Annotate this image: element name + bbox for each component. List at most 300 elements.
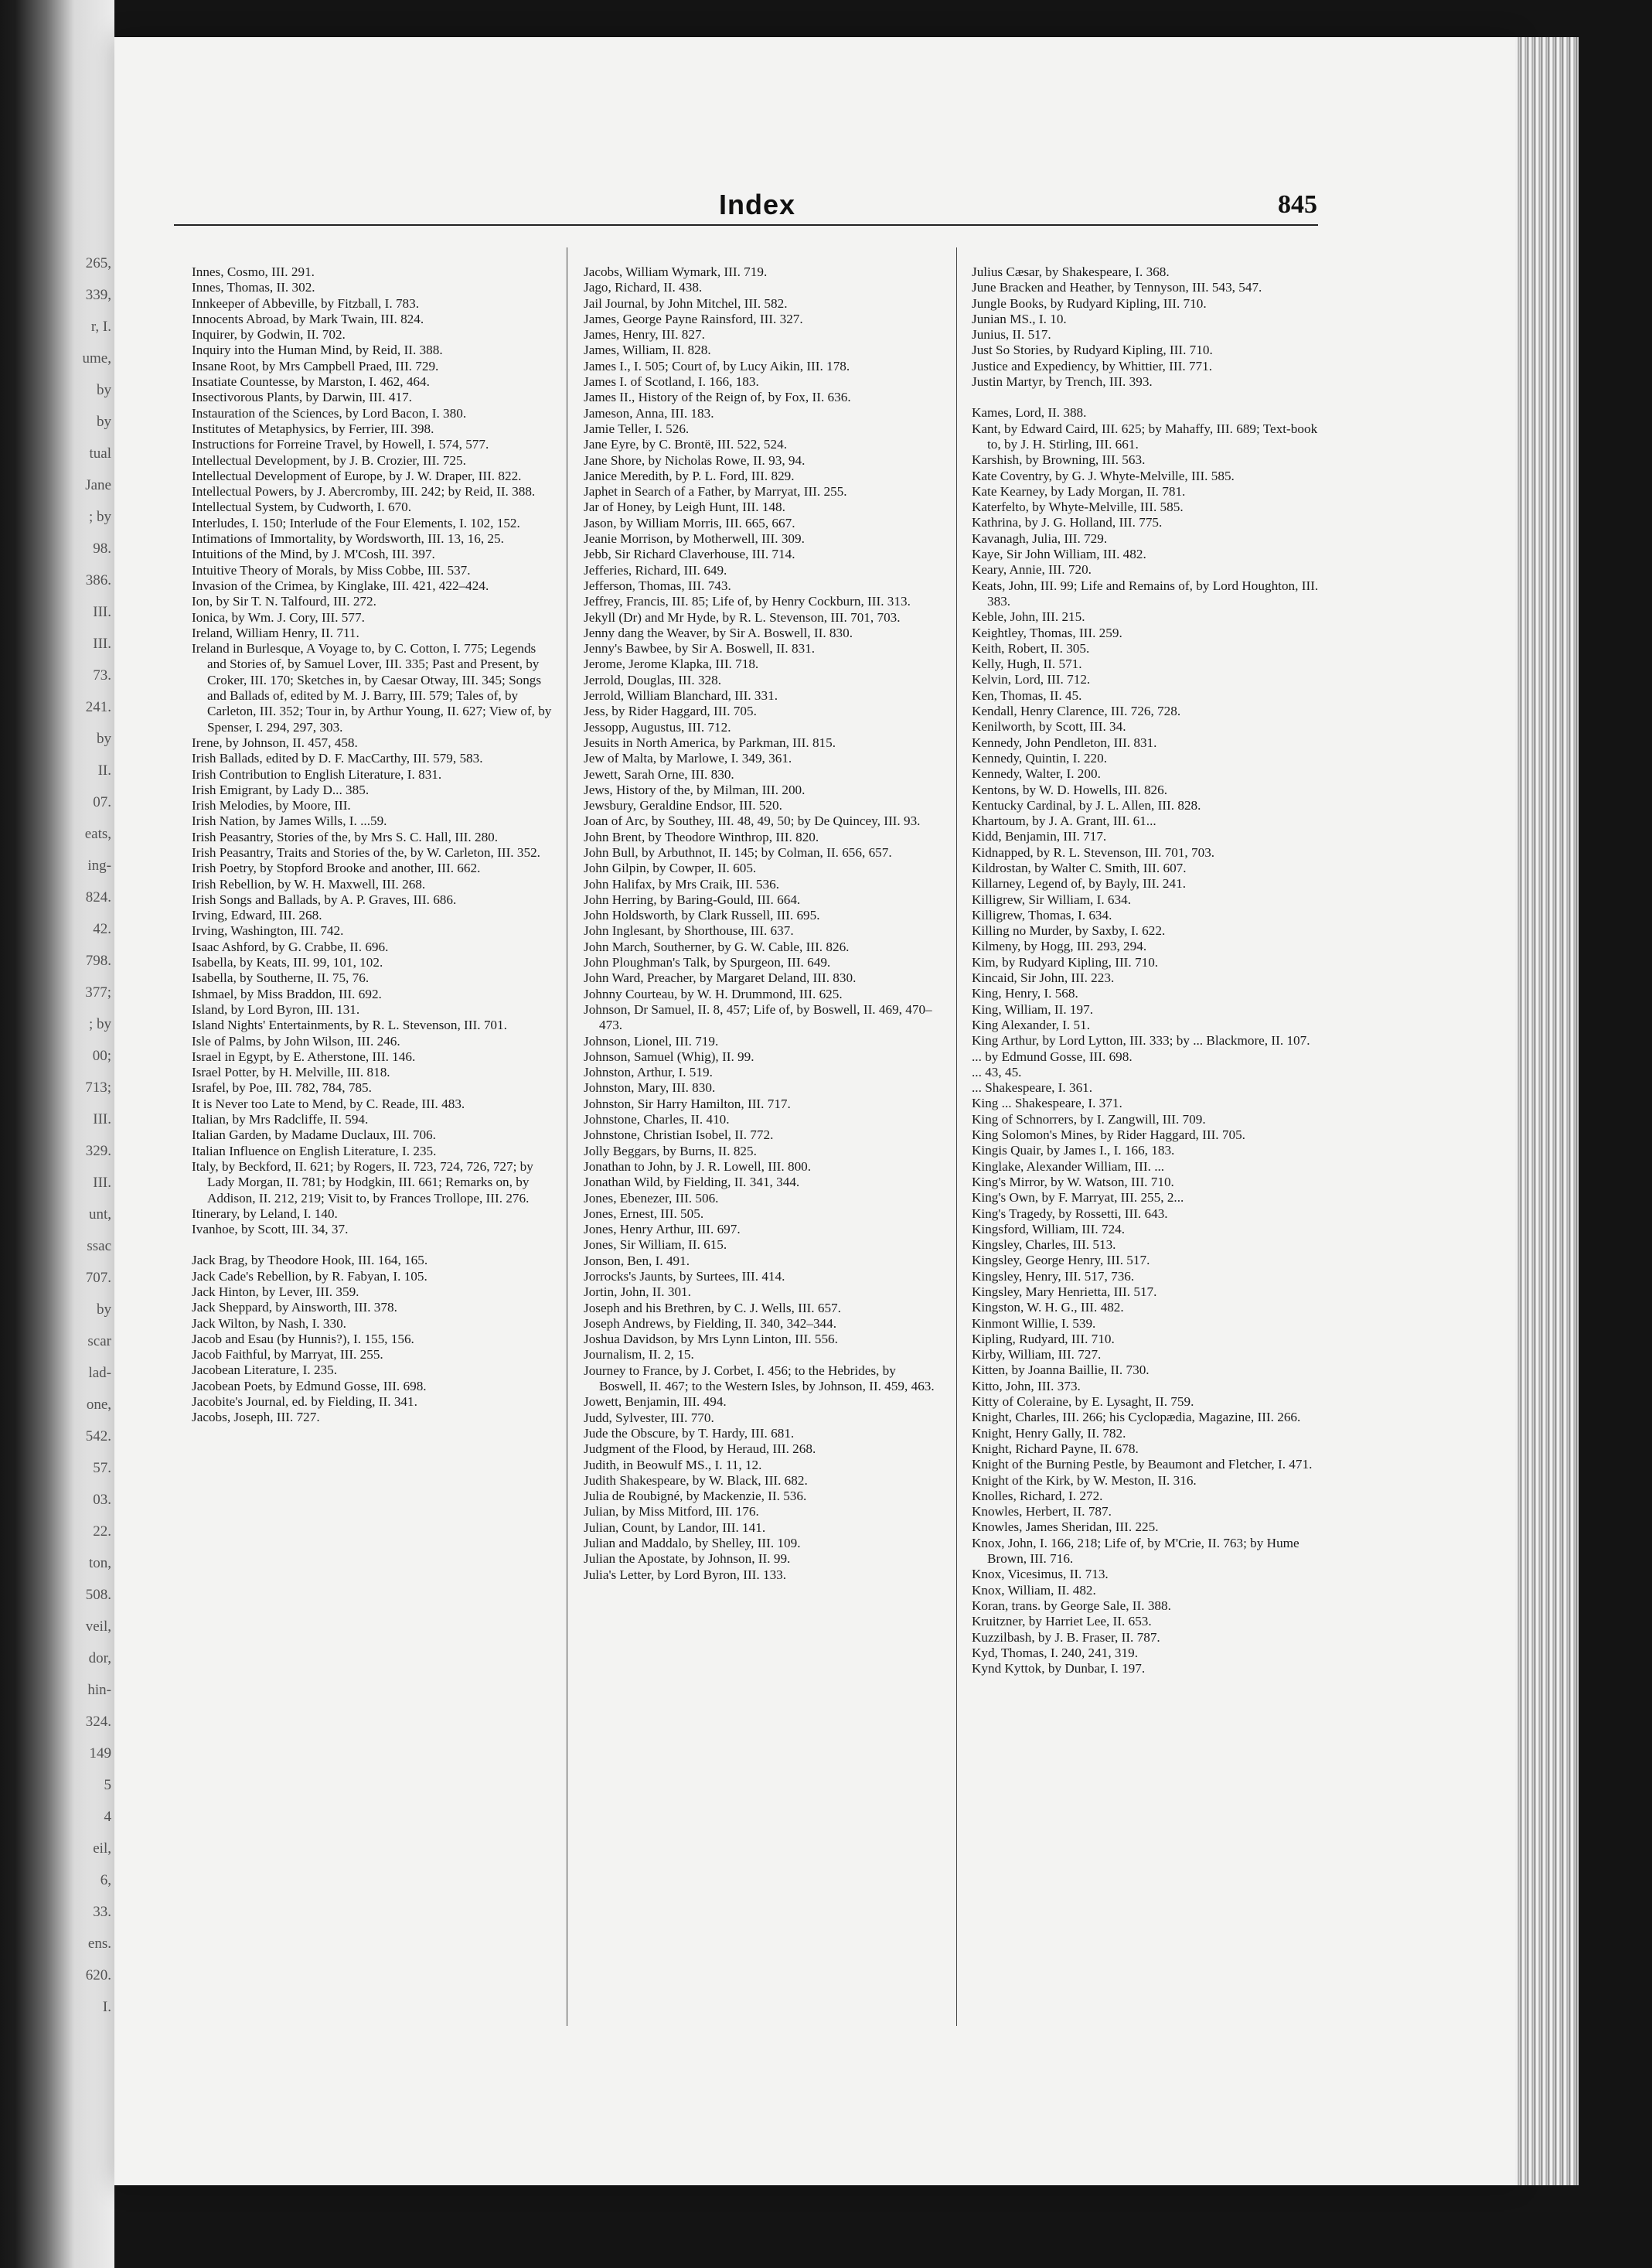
index-entry: Knox, John, I. 166, 218; Life of, by M'Crie, II. 763; by Hume Brown, III. 716. [972,1535,1299,1567]
index-entry: Irish Peasantry, Stories of the, by Mrs S. C. Hall, III. 280. [192,829,499,844]
facing-page-fragment: 377; [85,984,111,1001]
index-entry: Island, by Lord Byron, III. 131. [192,1001,360,1017]
index-entry: Jewett, Sarah Orne, III. 830. [584,766,734,782]
index-entry: Killigrew, Thomas, I. 634. [972,907,1112,923]
facing-page-fragment: 4 [104,1809,111,1825]
index-entry: Innkeeper of Abbeville, by Fitzball, I. 783. [192,295,420,311]
index-entry: Jungle Books, by Rudyard Kipling, III. 710. [972,295,1207,311]
index-entry: Intuitions of the Mind, by J. M'Cosh, III. 397. [192,547,435,562]
index-entry: Ireland in Burlesque, A Voyage to, by C. Cotton, I. 775; Legends and Stories of, by Samuel Lover, III. 335; Past and Present, by Croker, III. 170; Sketches in, by Caesar Otway, III. 345; Songs and Ballads of, edited by M. J. Barry, III. 579; Tales of, by Carleton, III. 352; Tour in, by Arthur Young, II. 627; View of, by Spenser, I. 294, 297, 303. [192,641,552,735]
index-entry: Kathrina, by J. G. Holland, III. 775. [972,515,1163,530]
index-entry: King Solomon's Mines, by Rider Haggard, III. 705. [972,1127,1245,1143]
index-entry: It is Never too Late to Mend, by C. Reade, III. 483. [192,1096,465,1111]
index-entry: Kuzzilbash, by J. B. Fraser, II. 787. [972,1629,1160,1645]
index-entry: James, George Payne Rainsford, III. 327. [584,311,803,326]
index-entry: Kitto, John, III. 373. [972,1378,1081,1393]
index-entry: Kingsley, George Henry, III. 517. [972,1253,1150,1268]
index-column-3 [972,264,1331,1676]
facing-page-fragment: 713; [85,1079,111,1096]
index-entry: Innes, Thomas, II. 302. [192,280,315,295]
index-entry: Jonson, Ben, I. 491. [584,1253,690,1268]
facing-page-fragment: I. [102,1999,111,2015]
index-entry: King's Own, by F. Marryat, III. 255, 2... [972,1190,1184,1206]
index-entry: James I., I. 505; Court of, by Lucy Aikin, III. 178. [584,358,850,373]
index-entry: Joseph Andrews, by Fielding, II. 340, 342–344. [584,1315,837,1331]
facing-page-fragment: ume, [82,350,111,367]
facing-page-fragment: 73. [93,667,111,684]
index-entry: Julian the Apostate, by Johnson, II. 99. [584,1551,791,1567]
index-entry: King's Mirror, by W. Watson, III. 710. [972,1174,1174,1189]
index-entry: Julian, by Miss Mitford, III. 176. [584,1504,759,1519]
index-entry: John Halifax, by Mrs Craik, III. 536. [584,876,779,892]
index-entry: Intellectual Development of Europe, by J. W. Draper, III. 822. [192,468,522,483]
index-entry: ... Shakespeare, I. 361. [972,1080,1093,1096]
facing-page-fragment: 329. [85,1143,111,1159]
column-divider [956,247,957,2026]
index-entry: Jameson, Anna, III. 183. [584,405,714,421]
index-entry: Jones, Ernest, III. 505. [584,1206,704,1221]
facing-page-fragment: ssac [87,1238,111,1254]
index-entry: Kenilworth, by Scott, III. 34. [972,719,1126,735]
index-entry: King ... Shakespeare, I. 371. [972,1096,1122,1111]
index-entry: Jack Brag, by Theodore Hook, III. 164, 165. [192,1253,428,1268]
facing-page-fragment: by [97,1301,111,1318]
index-entry: John March, Southerner, by G. W. Cable, III. 826. [584,939,850,954]
page-edges [1515,37,1579,2185]
index-entry: Kelly, Hugh, II. 571. [972,657,1082,672]
index-entry: Jude the Obscure, by T. Hardy, III. 681. [584,1425,795,1441]
index-entry: Kincaid, Sir John, III. 223. [972,970,1115,986]
facing-page-fragment: dor, [88,1650,111,1666]
index-entry: King, Henry, I. 568. [972,986,1078,1001]
index-entry: Irish Nation, by James Wills, I. ...59. [192,813,387,829]
index-entry: Jewsbury, Geraldine Endsor, III. 520. [584,798,782,813]
index-entry: Insectivorous Plants, by Darwin, III. 417. [192,390,412,405]
index-entry: Kames, Lord, II. 388. [972,405,1087,421]
index-entry: Jowett, Benjamin, III. 494. [584,1394,727,1410]
index-entry: Israel Potter, by H. Melville, III. 818. [192,1065,390,1080]
index-entry: Irish Melodies, by Moore, III. [192,798,351,813]
facing-page-fragment: unt, [88,1206,111,1223]
index-entry: Johnstone, Christian Isobel, II. 772. [584,1127,774,1143]
facing-page-fragment: 07. [93,794,111,810]
facing-page-fragment: 620. [85,1967,111,1983]
index-entry: Irving, Edward, III. 268. [192,908,322,923]
index-entry: Instauration of the Sciences, by Lord Bacon, I. 380. [192,405,467,421]
facing-page-fragment: 707. [85,1270,111,1286]
index-entry: Julian and Maddalo, by Shelley, III. 109. [584,1536,801,1551]
facing-page-fragment: 508. [85,1587,111,1603]
index-entry: Jacobite's Journal, ed. by Fielding, II. 341. [192,1394,417,1410]
facing-page-fragment: 57. [93,1460,111,1476]
index-entry: Innocents Abroad, by Mark Twain, III. 824. [192,311,424,326]
index-entry: Jack Hinton, by Lever, III. 359. [192,1284,359,1299]
index-entry: Jorrocks's Jaunts, by Surtees, III. 414. [584,1269,785,1284]
index-entry: Itinerary, by Leland, I. 140. [192,1206,338,1221]
index-entry: Jew of Malta, by Marlowe, I. 349, 361. [584,751,792,766]
running-head: Index [719,189,796,220]
index-entry: June Bracken and Heather, by Tennyson, III. 543, 547. [972,280,1262,295]
index-entry: Kidd, Benjamin, III. 717. [972,829,1107,844]
index-entry: Jessopp, Augustus, III. 712. [584,719,731,735]
index-entry: Johnston, Mary, III. 830. [584,1080,716,1096]
index-entry: Kingis Quair, by James I., I. 166, 183. [972,1143,1175,1158]
facing-page-fragment: III. [93,604,111,620]
facing-page-fragment: 265, [85,255,111,271]
index-entry: Julia's Letter, by Lord Byron, III. 133. [584,1567,787,1582]
index-entry: James II., History of the Reign of, by Fox, II. 636. [584,390,851,405]
facing-page-fragment: ens. [87,1935,111,1952]
facing-page-fragment: 386. [85,572,111,588]
index-entry: Keats, John, III. 99; Life and Remains of, by Lord Houghton, III. 383. [972,578,1319,609]
index-entry: Julius Cæsar, by Shakespeare, I. 368. [972,264,1170,279]
facing-page-fragment: 33. [93,1904,111,1920]
index-entry: Irving, Washington, III. 742. [192,923,344,939]
index-entry: Katerfelto, by Whyte-Melville, III. 585. [972,500,1184,515]
index-entry: Joshua Davidson, by Mrs Lynn Linton, III. 556. [584,1332,838,1347]
index-entry: Kruitzner, by Harriet Lee, II. 653. [972,1614,1152,1629]
index-entry: Jack Wilton, by Nash, I. 330. [192,1315,346,1331]
index-entry: Kentons, by W. D. Howells, III. 826. [972,782,1168,797]
index-entry: Kynd Kyttok, by Dunbar, I. 197. [972,1661,1146,1676]
index-entry: Just So Stories, by Rudyard Kipling, III. 710. [972,343,1213,358]
index-entry: John Bull, by Arbuthnot, II. 145; by Colman, II. 656, 657. [584,844,892,860]
index-entry: James, Henry, III. 827. [584,327,705,343]
facing-page-fragment: by [97,414,111,430]
facing-page-fragment: 339, [85,287,111,303]
index-entry: Jews, History of the, by Milman, III. 200. [584,782,806,797]
index-entry: Jolly Beggars, by Burns, II. 825. [584,1143,757,1158]
index-entry: Kipling, Rudyard, III. 710. [972,1331,1115,1346]
index-entry: Knox, Vicesimus, II. 713. [972,1567,1109,1582]
index-entry: Johnston, Sir Harry Hamilton, III. 717. [584,1096,791,1111]
index-entry: ... 43, 45. [972,1064,1022,1079]
index-entry: Jones, Sir William, II. 615. [584,1237,727,1253]
index-entry: Insatiate Countesse, by Marston, I. 462, 464. [192,374,430,390]
index-entry: Jacobean Literature, I. 235. [192,1363,338,1378]
index-entry: Kinglake, Alexander William, III. ... [972,1158,1165,1174]
index-entry: Jefferies, Richard, III. 649. [584,562,727,578]
facing-page-fragment: scar [87,1333,111,1349]
index-entry: Irish Rebellion, by W. H. Maxwell, III. 268. [192,876,426,892]
index-column-1 [192,264,555,1426]
index-entry: Journey to France, by J. Corbet, I. 456; to the Hebrides, by Boswell, II. 467; to the Western Isles, by Johnson, II. 459, 463. [584,1363,935,1394]
facing-page-fragment: II. [97,762,111,779]
index-entry: Jamie Teller, I. 526. [584,421,690,436]
index-entry: Journalism, II. 2, 15. [584,1347,694,1363]
facing-page-fragment: one, [86,1397,111,1413]
facing-page-fragment: 798. [85,953,111,969]
index-entry: Israfel, by Poe, III. 782, 784, 785. [192,1080,372,1096]
index-entry: John Herring, by Baring-Gould, III. 664. [584,892,801,907]
index-entry: Italy, by Beckford, II. 621; by Rogers, II. 723, 724, 726, 727; by Lady Morgan, II. 781; by Hodgkin, III. 661; Remarks on, by Addison, II. 212, 219; Visit to, by Frances Trollope, III. 276. [192,1158,533,1206]
index-entry: Jail Journal, by John Mitchel, III. 582. [584,295,788,311]
index-entry: Kennedy, John Pendleton, III. 831. [972,735,1157,750]
index-entry: Kingston, W. H. G., III. 482. [972,1300,1124,1315]
index-entry: Jenny's Bawbee, by Sir A. Boswell, II. 831. [584,641,816,657]
index-entry: Intellectual Powers, by J. Abercromby, III. 242; by Reid, II. 388. [192,484,536,500]
index-entry: Inquiry into the Human Mind, by Reid, II. 388. [192,343,443,358]
index-entry: Jerrold, William Blanchard, III. 331. [584,688,778,704]
index-entry: Johnson, Samuel (Whig), II. 99. [584,1049,754,1064]
index-entry: Knight of the Kirk, by W. Meston, II. 316. [972,1472,1197,1488]
index-entry: John Holdsworth, by Clark Russell, III. 695. [584,908,820,923]
index-entry: Isabella, by Southerne, II. 75, 76. [192,970,370,986]
index-entry: James, William, II. 828. [584,343,711,358]
index-entry: Karshish, by Browning, III. 563. [972,452,1146,468]
index-entry: Judith, in Beowulf MS., I. 11, 12. [584,1457,762,1472]
index-entry: James I. of Scotland, I. 166, 183. [584,374,759,390]
index-entry: Knolles, Richard, I. 272. [972,1488,1103,1503]
index-entry: Jesuits in North America, by Parkman, III. 815. [584,735,836,750]
index-entry: Jane Shore, by Nicholas Rowe, II. 93, 94. [584,452,806,468]
index-entry: Kate Kearney, by Lady Morgan, II. 781. [972,483,1186,499]
index-entry: Jones, Henry Arthur, III. 697. [584,1222,741,1237]
letter-section-gap [972,390,1331,405]
index-entry: King Alexander, I. 51. [972,1017,1091,1032]
index-entry: Jack Cade's Rebellion, by R. Fabyan, I. 105. [192,1268,427,1284]
index-entry: Intellectual System, by Cudworth, I. 670. [192,500,412,515]
index-entry: Italian Influence on English Literature, I. 235. [192,1143,437,1158]
index-entry: Johnson, Dr Samuel, II. 8, 457; Life of, by Boswell, II. 469, 470–473. [584,1001,932,1033]
facing-page-fragment: 00; [92,1048,111,1064]
index-entry: Irish Ballads, edited by D. F. MacCarthy, III. 579, 583. [192,751,483,766]
index-entry: Ken, Thomas, II. 45. [972,687,1082,703]
index-entry: Jacob and Esau (by Hunnis?), I. 155, 156. [192,1331,414,1346]
header-rule [174,224,1318,226]
facing-page-fragment: III. [93,636,111,652]
index-entry: Isaac Ashford, by G. Crabbe, II. 696. [192,939,389,954]
index-entry: Invasion of the Crimea, by Kinglake, III. 421, 422–424. [192,578,489,593]
index-entry: Kingsford, William, III. 724. [972,1221,1126,1236]
facing-page-fragment: ; by [88,1016,111,1032]
index-entry: Kim, by Rudyard Kipling, III. 710. [972,954,1159,970]
facing-page-fragment: hin- [87,1682,111,1698]
index-entry: Kate Coventry, by G. J. Whyte-Melville, III. 585. [972,468,1235,483]
index-entry: Intuitive Theory of Morals, by Miss Cobbe, III. 537. [192,562,471,578]
page-number: 845 [1278,190,1317,219]
index-entry: Kennedy, Walter, I. 200. [972,766,1101,782]
index-entry: Japhet in Search of a Father, by Marryat, III. 255. [584,484,847,500]
index-entry: Keary, Annie, III. 720. [972,562,1092,578]
facing-page-fragment: 03. [93,1492,111,1508]
facing-page-fragment: tual [89,445,111,462]
facing-page-fragment: Jane [85,477,111,493]
index-entry: Keble, John, III. 215. [972,609,1085,625]
index-entry: Irish Emigrant, by Lady D... 385. [192,782,370,797]
index-entry: Kennedy, Quintin, I. 220. [972,750,1108,766]
index-entry: Irene, by Johnson, II. 457, 458. [192,735,358,750]
index-entry: Jeanie Morrison, by Motherwell, III. 309. [584,531,805,547]
index-entry: Kentucky Cardinal, by J. L. Allen, III. 828. [972,797,1201,813]
facing-page-edge [0,0,114,2268]
index-entry: Isle of Palms, by John Wilson, III. 246. [192,1033,400,1049]
facing-page-fragment: by [97,731,111,747]
facing-page-fragment: III. [93,1175,111,1191]
index-entry: Jebb, Sir Richard Claverhouse, III. 714. [584,547,795,562]
index-entry: Ion, by Sir T. N. Talfourd, III. 272. [192,594,376,609]
index-entry: Johnston, Arthur, I. 519. [584,1065,713,1080]
index-entry: Junian MS., I. 10. [972,311,1067,326]
index-entry: Italian, by Mrs Radcliffe, II. 594. [192,1112,369,1127]
index-entry: Jacobs, William Wymark, III. 719. [584,264,768,279]
facing-page-fragment: ton, [88,1555,111,1571]
index-entry: Kyd, Thomas, I. 240, 241, 319. [972,1645,1138,1660]
index-entry: King, William, II. 197. [972,1001,1094,1017]
index-entry: Jane Eyre, by C. Brontë, III. 522, 524. [584,437,788,452]
index-entry: Irish Contribution to English Literature, I. 831. [192,766,442,782]
facing-page-fragment: veil, [85,1618,111,1635]
facing-page-fragment: 241. [85,699,111,715]
index-entry: Jason, by William Morris, III. 665, 667. [584,515,795,530]
index-entry: Kelvin, Lord, III. 712. [972,672,1091,687]
facing-page-fragment: 6, [100,1872,111,1888]
index-entry: Jacob Faithful, by Marryat, III. 255. [192,1347,383,1363]
index-column-2 [584,264,943,1583]
index-entry: Knight, Charles, III. 266; his Cyclopædia, Magazine, III. 266. [972,1410,1301,1425]
index-entry: Kaye, Sir John William, III. 482. [972,547,1146,562]
index-entry: Kingsley, Henry, III. 517, 736. [972,1268,1135,1284]
index-entry: Joan of Arc, by Southey, III. 48, 49, 50; by De Quincey, III. 93. [584,813,921,829]
index-entry: Keith, Robert, II. 305. [972,640,1090,656]
index-entry: Knox, William, II. 482. [972,1582,1096,1598]
index-entry: Johnny Courteau, by W. H. Drummond, III. 625. [584,986,843,1001]
index-entry: Koran, trans. by George Sale, II. 388. [972,1598,1171,1613]
index-entry: Instructions for Forreine Travel, by Howell, I. 574, 577. [192,437,489,452]
index-entry: King Arthur, by Lord Lytton, III. 333; by ... Blackmore, II. 107. [972,1033,1310,1049]
index-entry: Khartoum, by J. A. Grant, III. 61... [972,813,1156,829]
index-entry: Ishmael, by Miss Braddon, III. 692. [192,986,382,1001]
index-entry: Intellectual Development, by J. B. Crozier, III. 725. [192,452,466,468]
index-entry: Irish Poetry, by Stopford Brooke and another, III. 662. [192,861,481,876]
index-entry: John Brent, by Theodore Winthrop, III. 820. [584,829,819,844]
index-entry: Knight, Richard Payne, II. 678. [972,1441,1139,1456]
index-entry: Kitty of Coleraine, by E. Lysaght, II. 759. [972,1394,1194,1410]
facing-page-fragment: by [97,382,111,398]
index-entry: Ionica, by Wm. J. Cory, III. 577. [192,609,365,625]
index-entry: Kendall, Henry Clarence, III. 726, 728. [972,704,1181,719]
index-entry: King's Tragedy, by Rossetti, III. 643. [972,1206,1168,1221]
index-entry: Judd, Sylvester, III. 770. [584,1410,714,1425]
index-entry: Ireland, William Henry, II. 711. [192,625,359,640]
index-entry: Italian Garden, by Madame Duclaux, III. 706. [192,1127,436,1143]
index-entry: Julian, Count, by Landor, III. 141. [584,1519,766,1535]
facing-page-fragment: 324. [85,1714,111,1730]
index-entry: Jortin, John, II. 301. [584,1284,691,1300]
index-entry: Kirby, William, III. 727. [972,1347,1102,1363]
index-entry: Johnson, Lionel, III. 719. [584,1033,719,1049]
index-entry: Jacobean Poets, by Edmund Gosse, III. 698. [192,1378,427,1393]
index-entry: Johnstone, Charles, II. 410. [584,1112,730,1127]
index-entry: Kildrostan, by Walter C. Smith, III. 607. [972,860,1187,875]
index-entry: John Gilpin, by Cowper, II. 605. [584,861,757,876]
index-entry: Jonathan to John, by J. R. Lowell, III. 800. [584,1158,812,1174]
facing-page-fragment: 824. [85,889,111,905]
index-entry: Jenny dang the Weaver, by Sir A. Boswell, II. 830. [584,625,853,640]
facing-page-fragment: ; by [88,509,111,525]
index-entry: Keightley, Thomas, III. 259. [972,625,1122,640]
facing-page-fragment: III. [93,1111,111,1127]
letter-section-gap [192,1237,555,1253]
index-entry: Knight, Henry Gally, II. 782. [972,1425,1126,1441]
index-entry: Jack Sheppard, by Ainsworth, III. 378. [192,1300,397,1315]
index-entry: Jacobs, Joseph, III. 727. [192,1410,320,1425]
index-entry: Knowles, Herbert, II. 787. [972,1504,1112,1519]
index-entry: Island Nights' Entertainments, by R. L. Stevenson, III. 701. [192,1018,507,1033]
index-entry: Jonathan Wild, by Fielding, II. 341, 344. [584,1175,800,1190]
index-entry: Justin Martyr, by Trench, III. 393. [972,374,1153,390]
index-entry: Kavanagh, Julia, III. 729. [972,530,1108,546]
index-entry: Kinmont Willie, I. 539. [972,1315,1096,1331]
index-entry: Jekyll (Dr) and Mr Hyde, by R. L. Stevenson, III. 701, 703. [584,609,901,625]
index-entry: Kingsley, Mary Henrietta, III. 517. [972,1284,1157,1299]
index-entry: Knowles, James Sheridan, III. 225. [972,1519,1159,1535]
index-entry: Judgment of the Flood, by Heraud, III. 268. [584,1441,816,1457]
index-entry: Intimations of Immortality, by Wordsworth, III. 13, 16, 25. [192,531,504,547]
index-entry: Killarney, Legend of, by Bayly, III. 241. [972,876,1186,892]
index-entry: Innes, Cosmo, III. 291. [192,264,315,279]
index-entry: Ivanhoe, by Scott, III. 34, 37. [192,1222,349,1237]
index-entry: Insane Root, by Mrs Campbell Praed, III. 729. [192,358,439,373]
index-entry: Jago, Richard, II. 438. [584,280,703,295]
index-entry: Inquirer, by Godwin, II. 702. [192,327,346,343]
index-entry: Killing no Murder, by Saxby, I. 622. [972,923,1166,939]
index-entry: Julia de Roubigné, by Mackenzie, II. 536. [584,1489,807,1504]
index-entry: Killigrew, Sir William, I. 634. [972,892,1132,907]
index-entry: Kidnapped, by R. L. Stevenson, III. 701, 703. [972,844,1215,860]
facing-page-fragment: 5 [104,1777,111,1793]
facing-page-fragment: 149 [89,1745,111,1762]
index-entry: Justice and Expediency, by Whittier, III. 771. [972,358,1212,373]
facing-page-fragment: lad- [88,1365,111,1381]
index-entry: Jones, Ebenezer, III. 506. [584,1190,719,1206]
index-entry: Kilmeny, by Hogg, III. 293, 294. [972,939,1147,954]
facing-page-fragment: 98. [93,541,111,557]
index-entry: Joseph and his Brethren, by C. J. Wells, III. 657. [584,1300,841,1315]
index-entry: Judith Shakespeare, by W. Black, III. 682. [584,1472,808,1488]
index-entry: John Inglesant, by Shorthouse, III. 637. [584,923,794,939]
index-entry: Kingsley, Charles, III. 513. [972,1237,1116,1253]
index-entry: Israel in Egypt, by E. Atherstone, III. 146. [192,1049,416,1064]
index-entry: Janice Meredith, by P. L. Ford, III. 829. [584,468,795,483]
facing-page-fragment: r, I. [90,319,111,335]
index-entry: Jerome, Jerome Klapka, III. 718. [584,657,759,672]
index-entry: Interludes, I. 150; Interlude of the Four Elements, I. 102, 152. [192,515,520,530]
index-entry: Jess, by Rider Haggard, III. 705. [584,704,757,719]
index-entry: Kitten, by Joanna Baillie, II. 730. [972,1363,1150,1378]
facing-page-fragment: eats, [84,826,111,842]
facing-page-fragment: ing- [87,858,111,874]
facing-page-fragment: 22. [93,1523,111,1540]
index-entry: Junius, II. 517. [972,327,1051,343]
index-entry: John Ward, Preacher, by Margaret Deland, III. 830. [584,970,857,986]
index-entry: Irish Songs and Ballads, by A. P. Graves, III. 686. [192,892,457,907]
index-entry: John Ploughman's Talk, by Spurgeon, III. 649. [584,955,831,970]
index-entry: Irish Peasantry, Traits and Stories of the, by W. Carleton, III. 352. [192,844,540,860]
index-entry: Jefferson, Thomas, III. 743. [584,578,731,593]
index-entry: King of Schnorrers, by I. Zangwill, III. 709. [972,1111,1206,1127]
facing-page-fragment: 542. [85,1428,111,1444]
facing-page-fragment: 42. [93,921,111,937]
index-entry: Jar of Honey, by Leigh Hunt, III. 148. [584,500,785,515]
index-entry: Knight of the Burning Pestle, by Beaumont and Fletcher, I. 471. [972,1457,1313,1472]
facing-page-fragment: eil, [93,1840,111,1857]
index-entry: Kant, by Edward Caird, III. 625; by Mahaffy, III. 689; Text-book to, by J. H. Stirling, III. 661. [972,421,1318,452]
index-entry: Isabella, by Keats, III. 99, 101, 102. [192,955,383,970]
index-entry: Jerrold, Douglas, III. 328. [584,672,722,687]
index-entry: Institutes of Metaphysics, by Ferrier, III. 398. [192,421,434,436]
index-entry: Jeffrey, Francis, III. 85; Life of, by Henry Cockburn, III. 313. [584,594,911,609]
